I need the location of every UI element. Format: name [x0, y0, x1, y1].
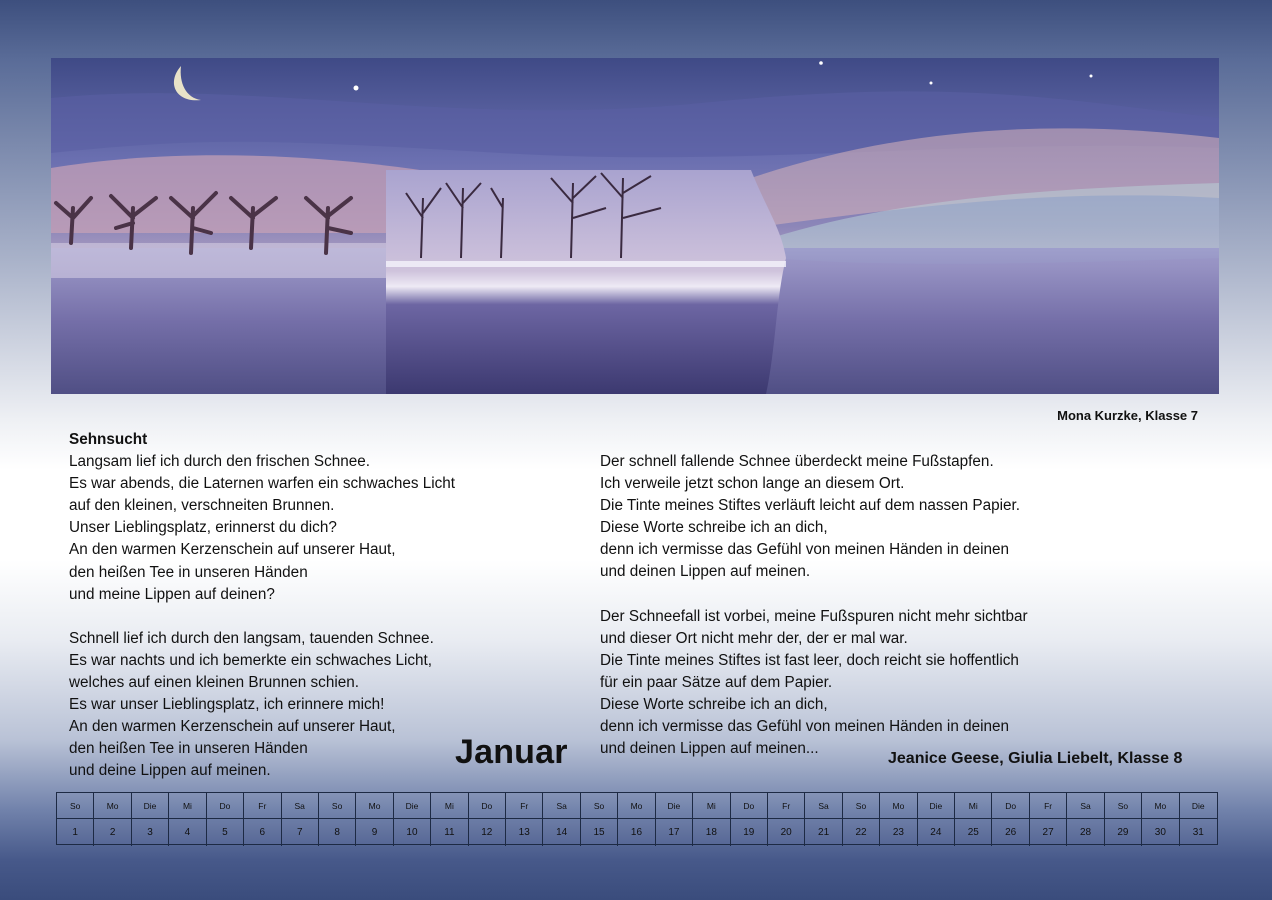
- poem-line: Es war nachts und ich bemerkte ein schwaches Licht,: [69, 651, 433, 669]
- poem-line: denn ich vermisse das Gefühl von meinen Händen in deinen: [600, 718, 1010, 736]
- calendar-day: 2: [94, 819, 131, 846]
- calendar-weekday: Sa: [282, 793, 319, 819]
- calendar-weekday: Do: [992, 793, 1029, 819]
- calendar-weekday: Do: [731, 793, 768, 819]
- poem-line: An den warmen Kerzenschein auf unserer Haut,: [69, 718, 396, 736]
- calendar-day: 9: [356, 819, 393, 846]
- stanza-break: [69, 606, 455, 628]
- winter-lake-illustration: [51, 58, 1219, 394]
- poem-right-column: [600, 451, 1028, 760]
- calendar-weekday: Mi: [431, 793, 468, 819]
- calendar-weekday: Do: [207, 793, 244, 819]
- calendar-day: 7: [282, 819, 319, 846]
- poem-line: den heißen Tee in unseren Händen: [69, 563, 308, 581]
- calendar-weekday: Do: [469, 793, 506, 819]
- calendar-day: 3: [132, 819, 169, 846]
- calendar-day: 15: [581, 819, 618, 846]
- poem-line: Schnell lief ich durch den langsam, tauenden Schnee.: [69, 629, 434, 647]
- calendar-day: 23: [880, 819, 917, 846]
- poem-line: An den warmen Kerzenschein auf unserer Haut,: [69, 541, 396, 559]
- poem-line: und deinen Lippen auf meinen.: [600, 563, 811, 581]
- illustration-svg: [51, 58, 1219, 394]
- calendar-weekday: Die: [656, 793, 693, 819]
- calendar-weekday: Fr: [244, 793, 281, 819]
- calendar-weekday: Die: [132, 793, 169, 819]
- calendar-day: 6: [244, 819, 281, 846]
- calendar-day: 20: [768, 819, 805, 846]
- calendar-weekday: Mi: [693, 793, 730, 819]
- poem-line: und dieser Ort nicht mehr der, der er mal war.: [600, 629, 908, 647]
- poem-credit: Jeanice Geese, Giulia Liebelt, Klasse 8: [888, 750, 1183, 767]
- poem-line: und deine Lippen auf meinen.: [69, 762, 271, 780]
- calendar-grid: [56, 792, 1218, 845]
- poem-line: denn ich vermisse das Gefühl von meinen Händen in deinen: [600, 541, 1010, 559]
- calendar-day: 4: [169, 819, 206, 846]
- poem-line: auf den kleinen, verschneiten Brunnen.: [69, 497, 335, 515]
- calendar-weekday: Fr: [506, 793, 543, 819]
- calendar-weekday: Sa: [805, 793, 842, 819]
- calendar-weekday: Mo: [618, 793, 655, 819]
- calendar-day: 8: [319, 819, 356, 846]
- calendar-weekday: Sa: [543, 793, 580, 819]
- poem-line: Es war abends, die Laternen warfen ein schwaches Licht: [69, 475, 456, 493]
- calendar-day: 11: [431, 819, 468, 846]
- calendar-weekday: Mo: [356, 793, 393, 819]
- calendar-day: 5: [207, 819, 244, 846]
- calendar-day: 30: [1142, 819, 1179, 846]
- calendar-day: 29: [1105, 819, 1142, 846]
- poem-line: welches auf einen kleinen Brunnen schien.: [69, 674, 359, 692]
- calendar-weekday: So: [319, 793, 356, 819]
- poem-line: Es war unser Lieblingsplatz, ich erinnere mich!: [69, 696, 385, 714]
- calendar-weekday: So: [1105, 793, 1142, 819]
- poem-line: Die Tinte meines Stiftes verläuft leicht auf dem nassen Papier.: [600, 497, 1021, 515]
- calendar-weekday: Die: [1180, 793, 1217, 819]
- calendar-day: 22: [843, 819, 880, 846]
- calendar-day: 18: [693, 819, 730, 846]
- calendar-weekday: Fr: [768, 793, 805, 819]
- calendar-day: 21: [805, 819, 842, 846]
- poem-line: und meine Lippen auf deinen?: [69, 585, 275, 603]
- calendar-day: 10: [394, 819, 431, 846]
- calendar-weekday: Mi: [955, 793, 992, 819]
- calendar-weekday: So: [57, 793, 94, 819]
- poem-line: Unser Lieblingsplatz, erinnerst du dich?: [69, 519, 337, 537]
- poem-left-column: [69, 429, 455, 783]
- calendar-weekday: Mo: [1142, 793, 1179, 819]
- calendar-day: 12: [469, 819, 506, 846]
- month-title: Januar: [455, 733, 568, 771]
- calendar-day: 24: [918, 819, 955, 846]
- poem-line: Ich verweile jetzt schon lange an diesem Ort.: [600, 475, 905, 493]
- calendar-day: 1: [57, 819, 94, 846]
- calendar-day: 25: [955, 819, 992, 846]
- calendar-day: 14: [543, 819, 580, 846]
- calendar-day: 28: [1067, 819, 1104, 846]
- poem-line: Langsam lief ich durch den frischen Schnee.: [69, 453, 371, 471]
- calendar-day: 26: [992, 819, 1029, 846]
- calendar-day: 17: [656, 819, 693, 846]
- calendar-day: 27: [1030, 819, 1067, 846]
- illustration-credit: Mona Kurzke, Klasse 7: [1057, 408, 1198, 423]
- poem-title: Sehnsucht: [69, 431, 148, 448]
- poem-line: den heißen Tee in unseren Händen: [69, 740, 308, 758]
- calendar-weekday: Die: [918, 793, 955, 819]
- calendar-weekday: Mo: [94, 793, 131, 819]
- calendar-weekday: Mo: [880, 793, 917, 819]
- poem-line: Diese Worte schreibe ich an dich,: [600, 519, 828, 537]
- poem-line: und deinen Lippen auf meinen...: [600, 740, 819, 758]
- calendar-weekday: So: [581, 793, 618, 819]
- calendar-day: 19: [731, 819, 768, 846]
- poem-line: Die Tinte meines Stiftes ist fast leer, doch reicht sie hoffentlich: [600, 651, 1019, 669]
- calendar-weekday: Mi: [169, 793, 206, 819]
- calendar-weekday: Sa: [1067, 793, 1104, 819]
- poem-line: Diese Worte schreibe ich an dich,: [600, 696, 828, 714]
- calendar-weekday: Die: [394, 793, 431, 819]
- calendar-weekday: So: [843, 793, 880, 819]
- calendar-day: 16: [618, 819, 655, 846]
- poem-line: für ein paar Sätze auf dem Papier.: [600, 673, 833, 691]
- stanza-break: [600, 584, 1028, 606]
- poem-line: Der Schneefall ist vorbei, meine Fußspuren nicht mehr sichtbar: [600, 607, 1028, 625]
- calendar-weekday: Fr: [1030, 793, 1067, 819]
- calendar-day: 13: [506, 819, 543, 846]
- poem-line: Der schnell fallende Schnee überdeckt meine Fußstapfen.: [600, 453, 994, 470]
- calendar-day: 31: [1192, 827, 1204, 838]
